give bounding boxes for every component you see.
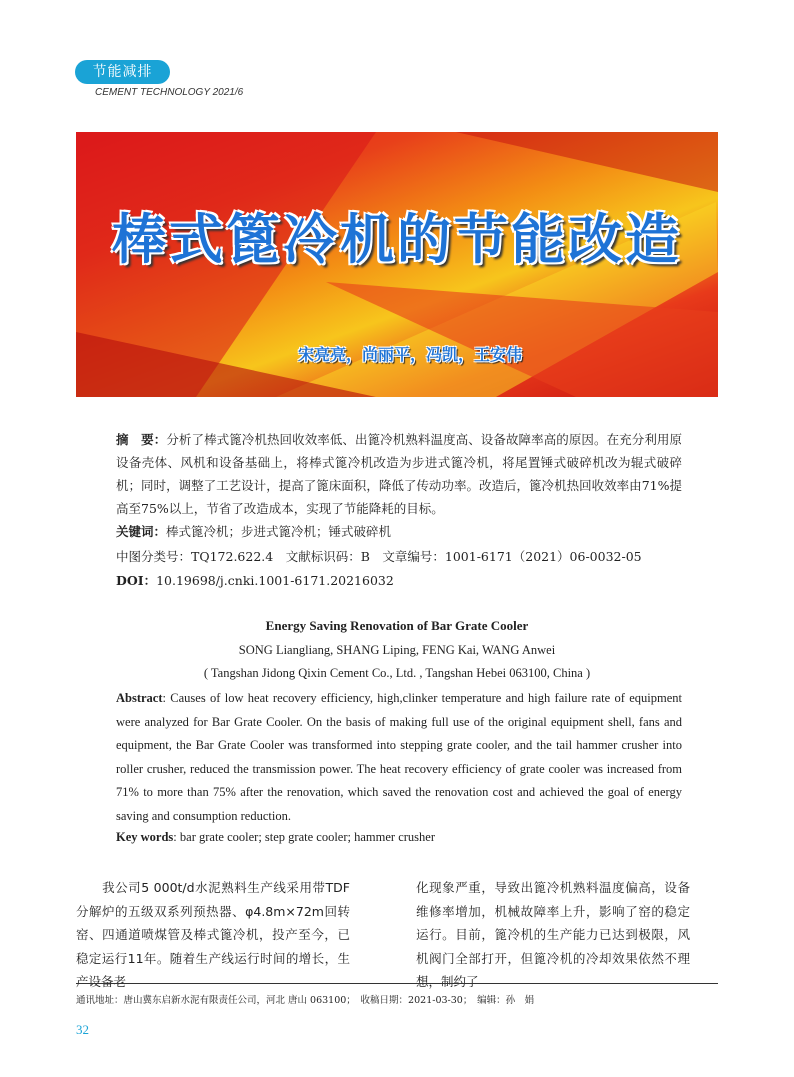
doi-value: 10.19698/j.cnki.1001-6171.20216032	[156, 573, 394, 588]
doi-line	[116, 571, 394, 589]
section-tag: 节能减排	[75, 60, 170, 84]
journal-line: CEMENT TECHNOLOGY 2021/6	[95, 87, 244, 98]
english-keywords-label: Key words	[116, 830, 174, 844]
article-authors: 宋亮亮，尚丽平，冯凯，王安伟	[298, 345, 523, 364]
english-abstract-label: Abstract	[116, 691, 163, 705]
abstract-text: 分析了棒式篦冷机热回收效率低、出篦冷机熟料温度高、设备故障率高的原因。在充分利用原设备壳体、风机和设备基础上，将棒式篦冷机改造为步进式篦冷机，将尾置锤式破碎机改为辊式破碎机；同时，调整了工艺设计，提高了篦床面积，降低了传动功率。改造后，篦冷机热回收效率由71%提高至75%以上，节省了改造成本，实现了节能降耗的目标。	[116, 432, 682, 516]
english-abstract	[116, 687, 682, 828]
abstract-label: 摘 要：	[116, 432, 167, 447]
body-column-left: 我公司5 000t/d水泥熟料生产线采用带TDF分解炉的五级双系列预热器、φ4.8m×72m回转窑、四通道喷煤管及棒式篦冷机，投产至今，已稳定运行11年。随着生产线运行时间的增长，生产设备老	[76, 880, 350, 989]
english-abstract-text: : Causes of low heat recovery efficiency, high,clinker temperature and high failure rate of equipment were analyzed for Bar Grate Cooler. On the basis of making full use of the original equipment shell, fans and equipment, the Bar Grate Cooler was transformed into stepping grate cooler, and the tail hammer crusher into roller crusher, reduced the transmission power. The heat recovery efficiency of grate cooler was increased from 71% to more than 75% after the renovation, which saved the renovation cost and achieved the goal of energy saving and consumption reduction.	[116, 691, 682, 823]
english-authors: SONG Liangliang, SHANG Liping, FENG Kai, WANG Anwei	[238, 643, 556, 657]
chinese-abstract	[116, 428, 682, 543]
footnote-rule	[76, 983, 718, 984]
body-column-right: 化现象严重，导致出篦冷机熟料温度偏高，设备维修率增加，机械故障率上升，影响了窑的稳定运行。目前，篦冷机的生产能力已达到极限，风机阀门全部打开，但篦冷机的冷却效果依然不理想，制约了	[416, 880, 690, 989]
english-affiliation: ( Tangshan Jidong Qixin Cement Co., Ltd. , Tangshan Hebei 063100, China )	[203, 666, 591, 680]
footnote: 通讯地址：唐山冀东启新水泥有限责任公司，河北 唐山 063100； 收稿日期：2021-03-30； 编辑：孙 娟	[76, 995, 535, 1006]
english-keywords-text: : bar grate cooler; step grate cooler; hammer crusher	[173, 830, 435, 844]
english-title: Energy Saving Renovation of Bar Grate Cooler	[265, 618, 529, 633]
page-number: 32	[76, 1022, 89, 1037]
keywords-text: 棒式篦冷机；步进式篦冷机；锤式破碎机	[166, 524, 392, 539]
article-title: 棒式篦冷机的节能改造	[112, 208, 682, 271]
title-banner	[76, 132, 718, 397]
doi-label: DOI：	[116, 573, 157, 588]
english-keywords	[116, 830, 435, 845]
keywords-label: 关键词：	[116, 524, 167, 539]
classification-line: 中图分类号：TQ172.622.4 文献标识码：B 文章编号：1001-6171（2021）06-0032-05	[116, 549, 642, 564]
